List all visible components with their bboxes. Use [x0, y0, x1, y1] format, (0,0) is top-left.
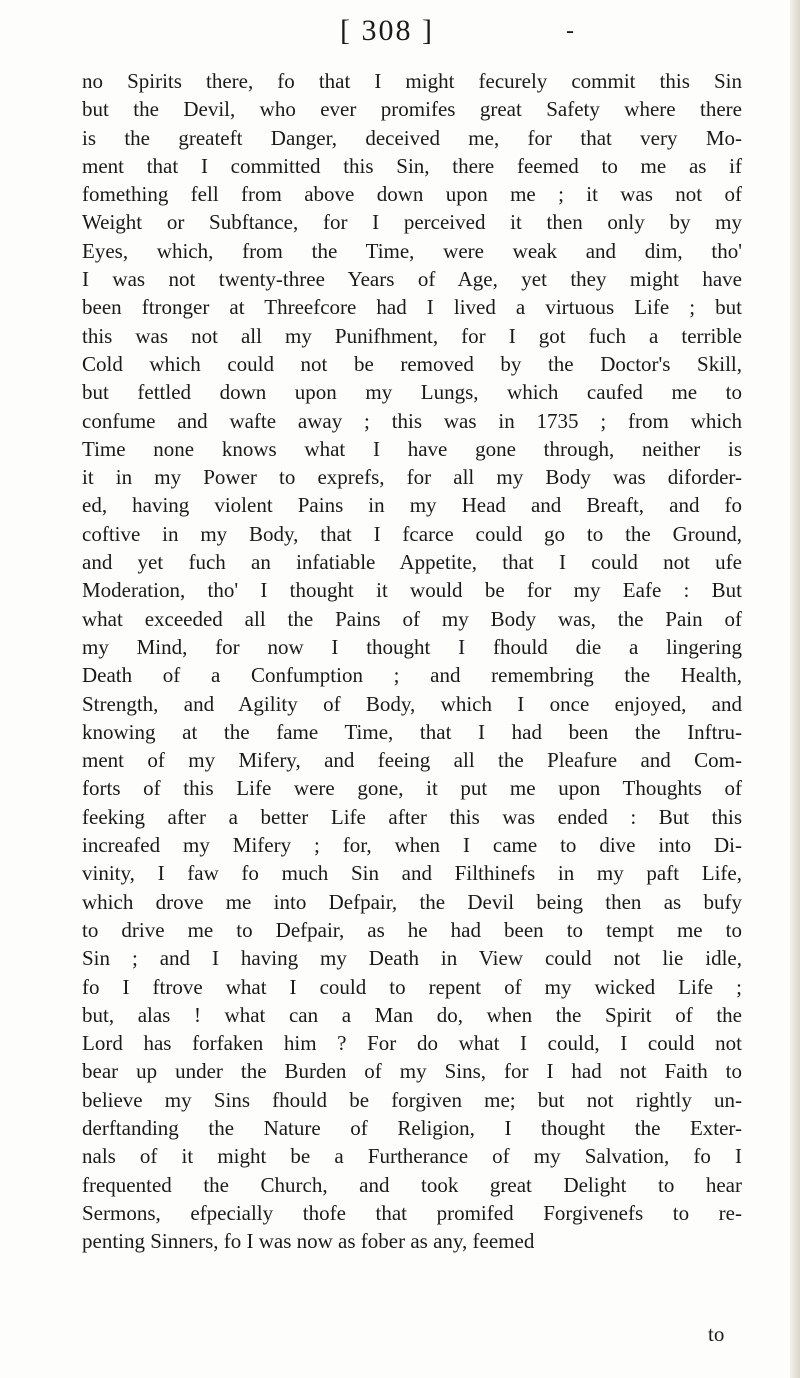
text-line: which drove me into Defpair, the Devil being then as bufy [82, 889, 742, 914]
text-line: Sin ; and I having my Death in View could not lie idle, [82, 946, 742, 971]
text-line: my Mind, for now I thought I fhould die a lingering [82, 634, 742, 659]
page-header [0, 14, 800, 54]
text-line: Weight or Subftance, for I perceived it then only by my [82, 210, 742, 235]
text-line: feeking after a better Life after this was ended : But this [82, 804, 742, 829]
text-line: but, alas ! what can a Man do, when the Spirit of the [82, 1002, 742, 1027]
text-line: is the greateft Danger, deceived me, for that very Mo- [82, 125, 742, 150]
text-line: derftanding the Nature of Religion, I thought the Exter- [82, 1115, 742, 1140]
text-line: forts of this Life were gone, it put me upon Thoughts of [82, 776, 742, 801]
text-line: been ftronger at Threefcore had I lived a virtuous Life ; but [82, 295, 742, 320]
text-line: fo I ftrove what I could to repent of my wicked Life ; [82, 974, 742, 999]
text-line: ment that I committed this Sin, there feemed to me as if [82, 153, 742, 178]
text-line: bear up under the Burden of my Sins, for I had not Faith to [82, 1059, 742, 1084]
text-line: increafed my Mifery ; for, when I came to dive into Di- [82, 833, 742, 858]
page-edge [790, 0, 800, 1378]
text-line: Cold which could not be removed by the Doctor's Skill, [82, 351, 742, 376]
page-number: [ 308 ] [340, 14, 434, 47]
text-line: ment of my Mifery, and feeing all the Pleafure and Com- [82, 748, 742, 773]
text-line: confume and wafte away ; this was in 1735 ; from which [82, 408, 742, 433]
text-line: and yet fuch an infatiable Appetite, that I could not ufe [82, 550, 742, 575]
text-line: believe my Sins fhould be forgiven me; but not rightly un- [82, 1087, 742, 1112]
text-line: penting Sinners, fo I was now as fober as any, feemed [82, 1229, 535, 1254]
text-line: vinity, I faw fo much Sin and Filthinefs in my paft Life, [82, 861, 742, 886]
text-line: frequented the Church, and took great Delight to hear [82, 1172, 742, 1197]
text-line: Eyes, which, from the Time, were weak and dim, tho' [82, 238, 742, 263]
body-text [82, 67, 742, 1255]
text-line: to drive me to Defpair, as he had been to tempt me to [82, 917, 742, 942]
text-line: no Spirits there, fo that I might fecurely commit this Sin [82, 69, 742, 93]
text-line: nals of it might be a Furtherance of my Salvation, fo I [82, 1144, 742, 1169]
text-line: Sermons, efpecially thofe that promifed Forgivenefs to re- [82, 1200, 742, 1225]
catchword: to [708, 1322, 725, 1346]
text-line: this was not all my Punifhment, for I got fuch a terrible [82, 323, 742, 348]
text-line: ed, having violent Pains in my Head and Breaft, and fo [82, 493, 742, 518]
text-line: Lord has forfaken him ? For do what I could, I could not [82, 1031, 742, 1056]
text-line: Strength, and Agility of Body, which I once enjoyed, and [82, 691, 742, 716]
text-line: knowing at the fame Time, that I had been the Inftru- [82, 719, 742, 744]
text-line: but the Devil, who ever promifes great Safety where there [82, 97, 742, 122]
text-line: fomething fell from above down upon me ; it was not of [82, 182, 742, 207]
text-line: what exceeded all the Pains of my Body was, the Pain of [82, 606, 742, 631]
text-line: coftive in my Body, that I fcarce could go to the Ground, [82, 521, 742, 546]
text-line: it in my Power to exprefs, for all my Body was diforder- [82, 465, 742, 490]
header-mark: - [566, 18, 574, 44]
text-line: I was not twenty-three Years of Age, yet they might have [82, 267, 742, 292]
text-line: Moderation, tho' I thought it would be for my Eafe : But [82, 578, 742, 603]
text-line: Time none knows what I have gone through, neither is [82, 436, 742, 461]
text-line: but fettled down upon my Lungs, which caufed me to [82, 380, 742, 405]
text-line: Death of a Confumption ; and remembring the Health, [82, 663, 742, 688]
